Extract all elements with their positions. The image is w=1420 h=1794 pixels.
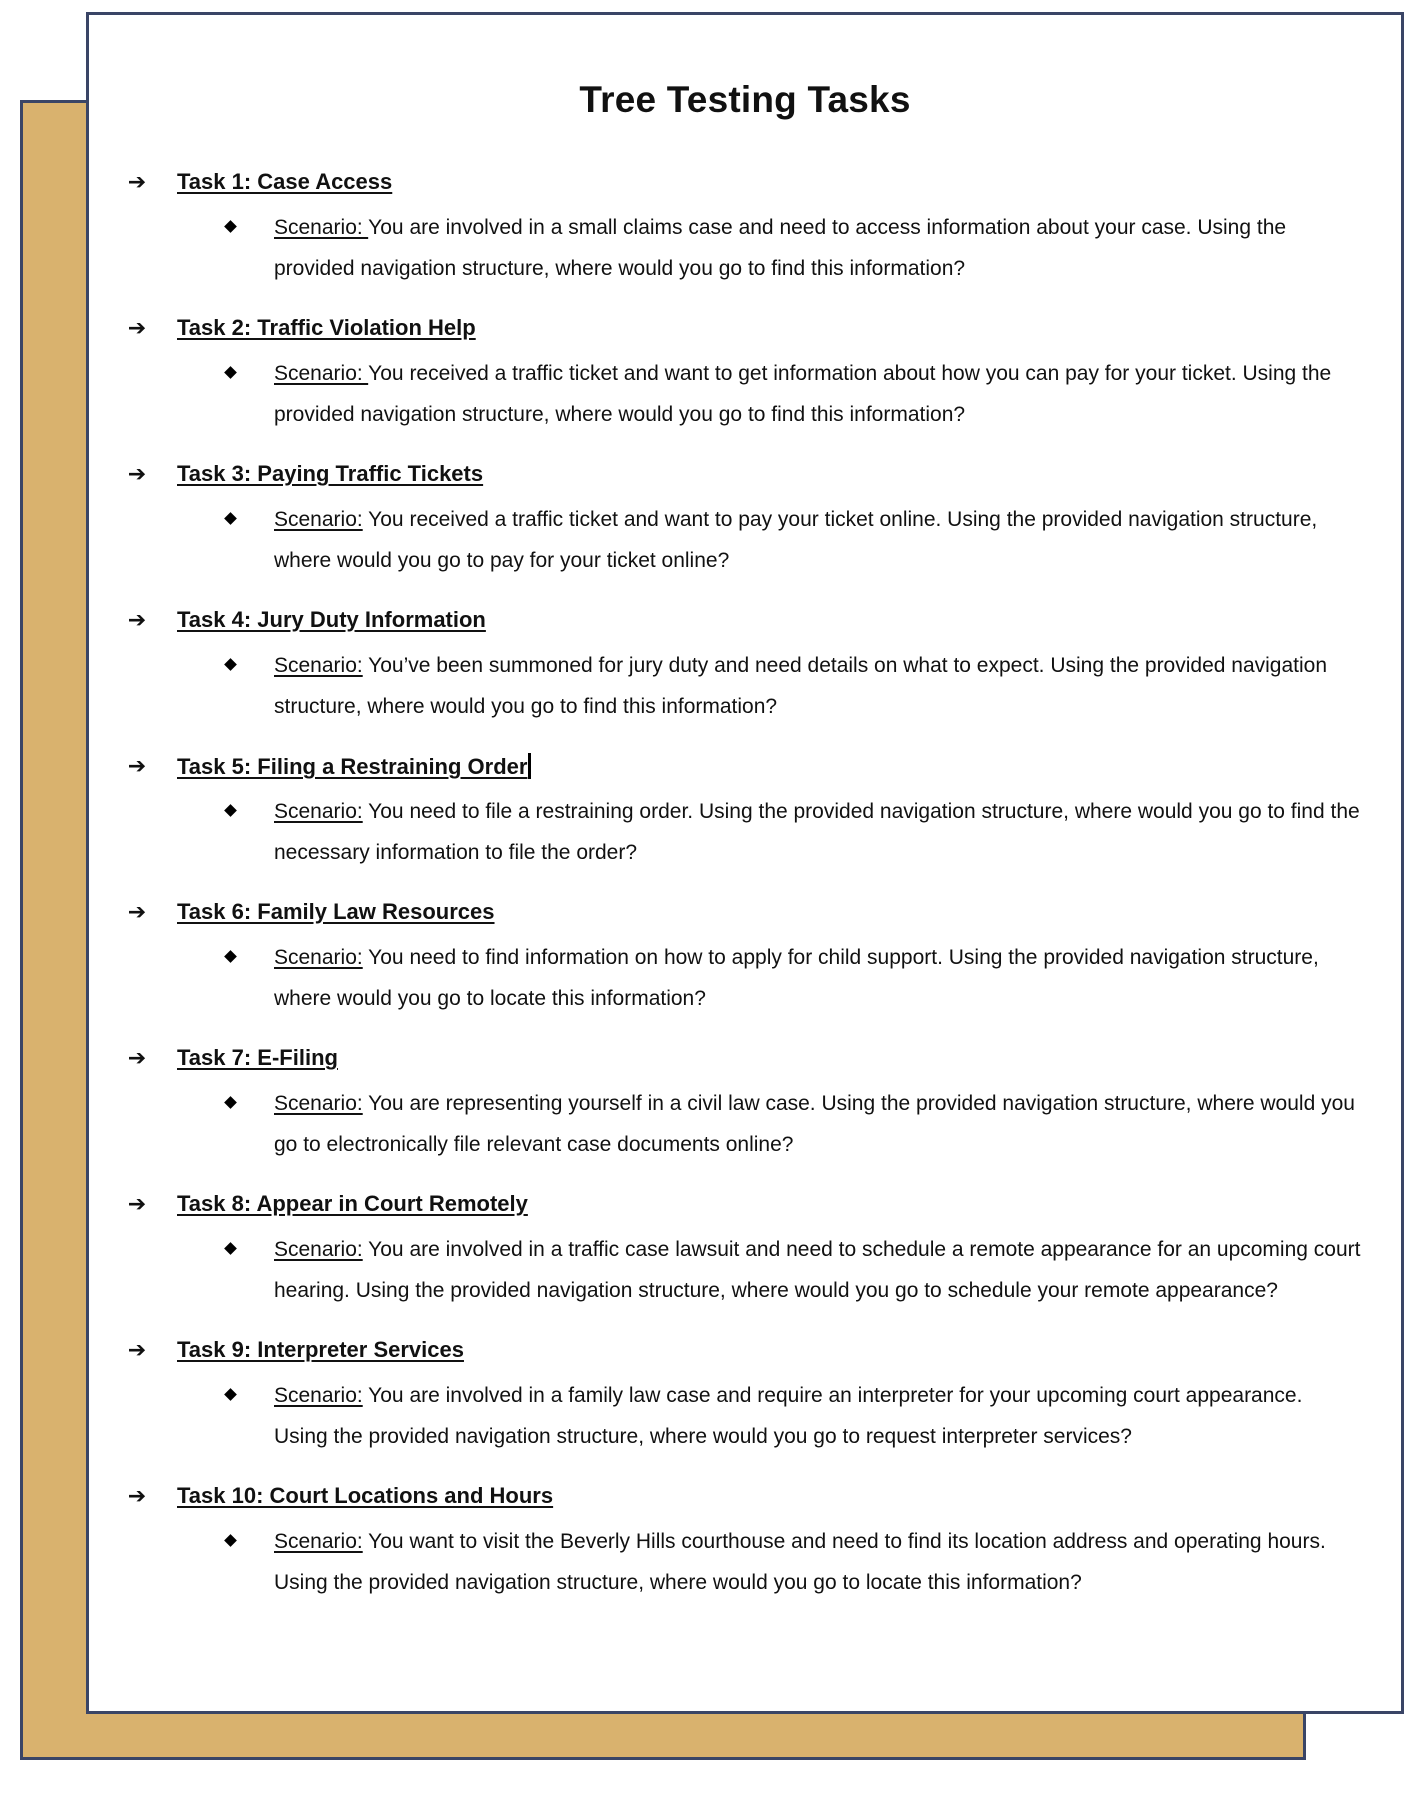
page-title: Tree Testing Tasks xyxy=(579,79,911,120)
scenario-text: You are involved in a family law case and require an interpreter for your upcoming court appearance. Using the provided navigation structure, where would you go to request interpreter services? xyxy=(274,1384,1303,1448)
text-cursor xyxy=(528,753,531,779)
task-title: Task 10: Court Locations and Hours xyxy=(177,1483,554,1508)
task-title: Task 8: Appear in Court Remotely xyxy=(177,1191,528,1216)
scenario xyxy=(89,499,1401,581)
scenario-label: Scenario: xyxy=(274,654,363,677)
diamond-bullet-icon xyxy=(224,1096,237,1109)
task-title: Task 7: E-Filing xyxy=(177,1045,338,1070)
task-item xyxy=(89,895,1401,1019)
diamond-bullet-icon xyxy=(224,366,237,379)
scenario-text: You are involved in a traffic case lawsuit and need to schedule a remote appearance for an upcoming court hearing. Using the provided navigation structure, where would you go to schedule your remote appearance? xyxy=(274,1238,1361,1302)
scenario-text: You received a traffic ticket and want to get information about how you can pay for your ticket. Using the provided navigation structure, where would you go to find this information? xyxy=(274,362,1332,426)
scenario-label: Scenario: xyxy=(274,1092,363,1115)
scenario xyxy=(89,1229,1401,1311)
arrow-right-icon: ➔ xyxy=(127,1045,147,1070)
task-title: Task 6: Family Law Resources xyxy=(177,899,495,924)
scenario-text: You need to find information on how to apply for child support. Using the provided navigation structure, where would you go to locate this information? xyxy=(274,946,1319,1010)
scenario-label: Scenario: xyxy=(274,800,363,823)
diamond-bullet-icon xyxy=(224,1242,237,1255)
scenario-text: You’ve been summoned for jury duty and need details on what to expect. Using the provided navigation structure, where would you go to find this information? xyxy=(274,654,1328,718)
scenario xyxy=(89,207,1401,289)
arrow-right-icon: ➔ xyxy=(127,169,147,194)
task-item xyxy=(89,1333,1401,1457)
arrow-right-icon: ➔ xyxy=(127,753,147,778)
scenario-text: You are representing yourself in a civil law case. Using the provided navigation structure, where would you go to electronically file relevant case documents online? xyxy=(274,1092,1355,1156)
task-item xyxy=(89,749,1401,873)
diamond-bullet-icon xyxy=(224,950,237,963)
diamond-bullet-icon xyxy=(224,512,237,525)
arrow-right-icon: ➔ xyxy=(127,1483,147,1508)
scenario xyxy=(89,791,1401,873)
task-title: Task 9: Interpreter Services xyxy=(177,1337,464,1362)
task-item xyxy=(89,1187,1401,1311)
scenario xyxy=(89,645,1401,727)
arrow-right-icon: ➔ xyxy=(127,607,147,632)
task-title: Task 4: Jury Duty Information xyxy=(177,607,486,632)
scenario-text: You received a traffic ticket and want to pay your ticket online. Using the provided navigation structure, where would you go to pay for your ticket online? xyxy=(274,508,1318,572)
diamond-bullet-icon xyxy=(224,1388,237,1401)
diamond-bullet-icon xyxy=(224,220,237,233)
scenario-label: Scenario: xyxy=(274,946,363,969)
arrow-right-icon: ➔ xyxy=(127,1337,147,1362)
arrow-right-icon: ➔ xyxy=(127,899,147,924)
scenario xyxy=(89,1083,1401,1165)
arrow-right-icon: ➔ xyxy=(127,1191,147,1216)
scenario xyxy=(89,937,1401,1019)
scenario xyxy=(89,353,1401,435)
arrow-right-icon: ➔ xyxy=(127,461,147,486)
document-page xyxy=(86,12,1404,1714)
scenario-text: You want to visit the Beverly Hills courthouse and need to find its location address and operating hours. Using the provided navigation structure, where would you go to locate this information? xyxy=(274,1530,1326,1594)
task-item xyxy=(89,457,1401,581)
task-title-text: Task 5: Filing a Restraining Order xyxy=(177,754,528,779)
diamond-bullet-icon xyxy=(224,804,237,817)
task-title: Task 3: Paying Traffic Tickets xyxy=(177,461,484,486)
task-item xyxy=(89,1479,1401,1603)
task-item xyxy=(89,603,1401,727)
task-title xyxy=(177,753,531,780)
scenario-text: You are involved in a small claims case and need to access information about your case. Using the provided navigation structure, where would you go to find this information? xyxy=(274,216,1287,280)
task-item xyxy=(89,1041,1401,1165)
task-item xyxy=(89,165,1401,289)
arrow-right-icon: ➔ xyxy=(127,315,147,340)
task-item xyxy=(89,311,1401,435)
scenario-label: Scenario: xyxy=(274,1384,363,1407)
task-title: Task 1: Case Access xyxy=(177,169,393,194)
scenario-label: Scenario: xyxy=(274,1238,363,1261)
scenario xyxy=(89,1521,1401,1603)
scenario-text: You need to file a restraining order. Using the provided navigation structure, where would you go to find the necessary information to file the order? xyxy=(274,800,1360,864)
diamond-bullet-icon xyxy=(224,658,237,671)
scenario-label: Scenario: xyxy=(274,362,369,385)
scenario-label: Scenario: xyxy=(274,508,363,531)
scenario xyxy=(89,1375,1401,1457)
scenario-label: Scenario: xyxy=(274,1530,363,1553)
diamond-bullet-icon xyxy=(224,1534,237,1547)
scenario-label: Scenario: xyxy=(274,216,369,239)
task-list xyxy=(89,165,1401,1625)
task-title: Task 2: Traffic Violation Help xyxy=(177,315,476,340)
